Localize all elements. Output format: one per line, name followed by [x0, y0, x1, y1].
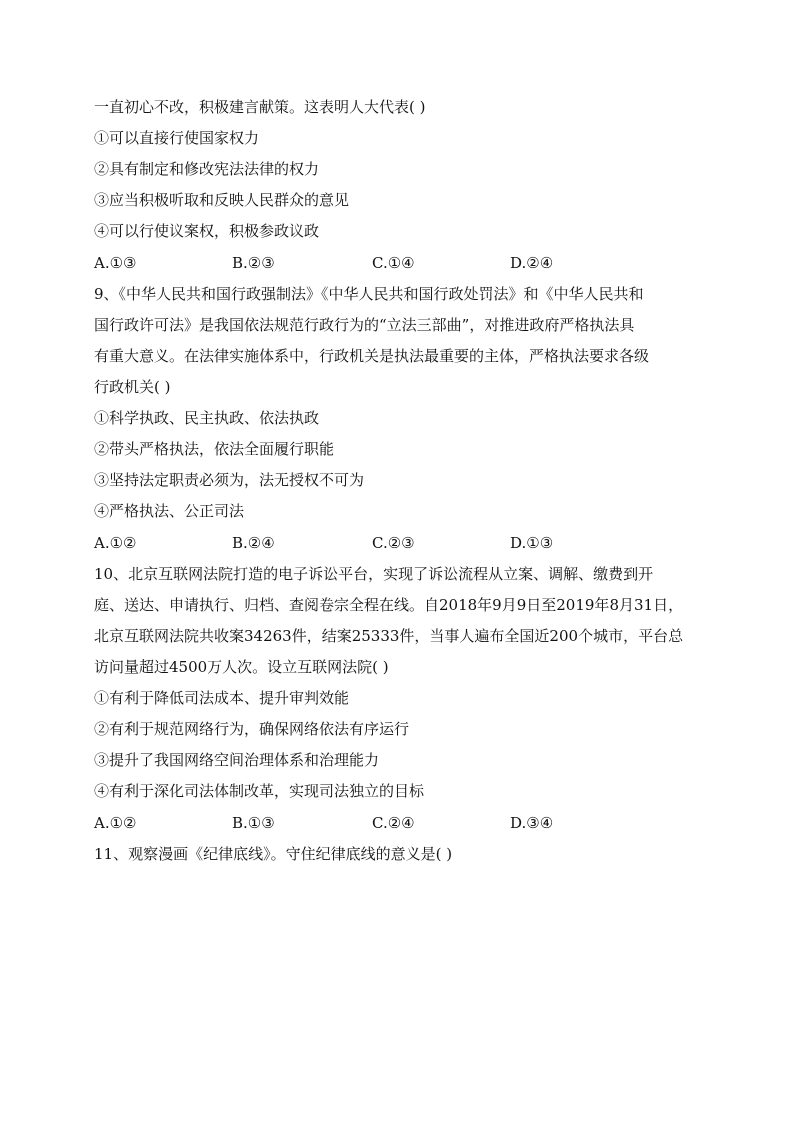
- q10-choice-d[interactable]: D.③④: [510, 814, 554, 832]
- q9-choice-b[interactable]: B.②④: [232, 534, 275, 552]
- q10-option-2: ②有利于规范网络行为，确保网络依法有序运行: [94, 720, 410, 738]
- q10-choice-a[interactable]: A.①②: [94, 814, 137, 832]
- q8-choice-d[interactable]: D.②④: [510, 254, 554, 272]
- q8-option-1: ①可以直接行使国家权力: [94, 129, 260, 147]
- q8-choice-b[interactable]: B.②③: [232, 254, 275, 272]
- q11-stem: 11、观察漫画《纪律底线》。守住纪律底线的意义是( ): [94, 845, 453, 863]
- q9-choice-c[interactable]: C.②③: [372, 534, 415, 552]
- q8-choice-a[interactable]: A.①③: [94, 254, 137, 272]
- q10-choices: [94, 813, 714, 833]
- q10-option-4: ④有利于深化司法体制改革，实现司法独立的目标: [94, 782, 425, 800]
- q9-option-3: ③坚持法定职责必须为，法无授权不可为: [94, 471, 365, 489]
- q9-choice-a[interactable]: A.①②: [94, 534, 137, 552]
- q9-option-1: ①科学执政、民主执政、依法执政: [94, 409, 320, 427]
- q10-choice-b[interactable]: B.①③: [232, 814, 275, 832]
- q8-choice-c[interactable]: C.①④: [372, 254, 415, 272]
- q8-stem-tail: 一直初心不改，积极建言献策。这表明人大代表( ): [94, 98, 426, 116]
- q9-stem-line-4: 行政机关( ): [94, 378, 171, 396]
- q10-option-3: ③提升了我国网络空间治理体系和治理能力: [94, 751, 380, 769]
- q9-option-4: ④严格执法、公正司法: [94, 502, 245, 520]
- q8-option-4: ④可以行使议案权，积极参政议政: [94, 222, 320, 240]
- q10-option-1: ①有利于降低司法成本、提升审判效能: [94, 689, 350, 707]
- q9-choice-d[interactable]: D.①③: [510, 534, 554, 552]
- q9-stem-line-2: 国行政许可法》是我国依法规范行政行为的“立法三部曲”，对推进政府严格执法具: [94, 316, 635, 334]
- q8-option-2: ②具有制定和修改宪法法律的权力: [94, 160, 320, 178]
- q10-stem-line-4: 访问量超过4500万人次。设立互联网法院( ): [94, 658, 389, 676]
- q8-choices: [94, 253, 714, 273]
- q9-option-2: ②带头严格执法，依法全面履行职能: [94, 440, 335, 458]
- q9-stem-line-3: 有重大意义。在法律实施体系中，行政机关是执法最重要的主体，严格执法要求各级: [94, 347, 650, 365]
- q9-stem-line-1: 9、《中华人民共和国行政强制法》《中华人民共和国行政处罚法》和《中华人民共和: [94, 285, 644, 303]
- q10-stem-line-3: 北京互联网法院共收案34263件，结案25333件，当事人遍布全国近200个城市，平台总: [94, 627, 684, 645]
- q10-choice-c[interactable]: C.②④: [372, 814, 415, 832]
- q10-stem-line-1: 10、北京互联网法院打造的电子诉讼平台，实现了诉讼流程从立案、调解、缴费到开: [94, 565, 654, 583]
- q10-stem-line-2: 庭、送达、申请执行、归档、查阅卷宗全程在线。自2018年9月9日至2019年8月31日，: [94, 596, 684, 614]
- q8-option-3: ③应当积极听取和反映人民群众的意见: [94, 191, 350, 209]
- q9-choices: [94, 533, 714, 553]
